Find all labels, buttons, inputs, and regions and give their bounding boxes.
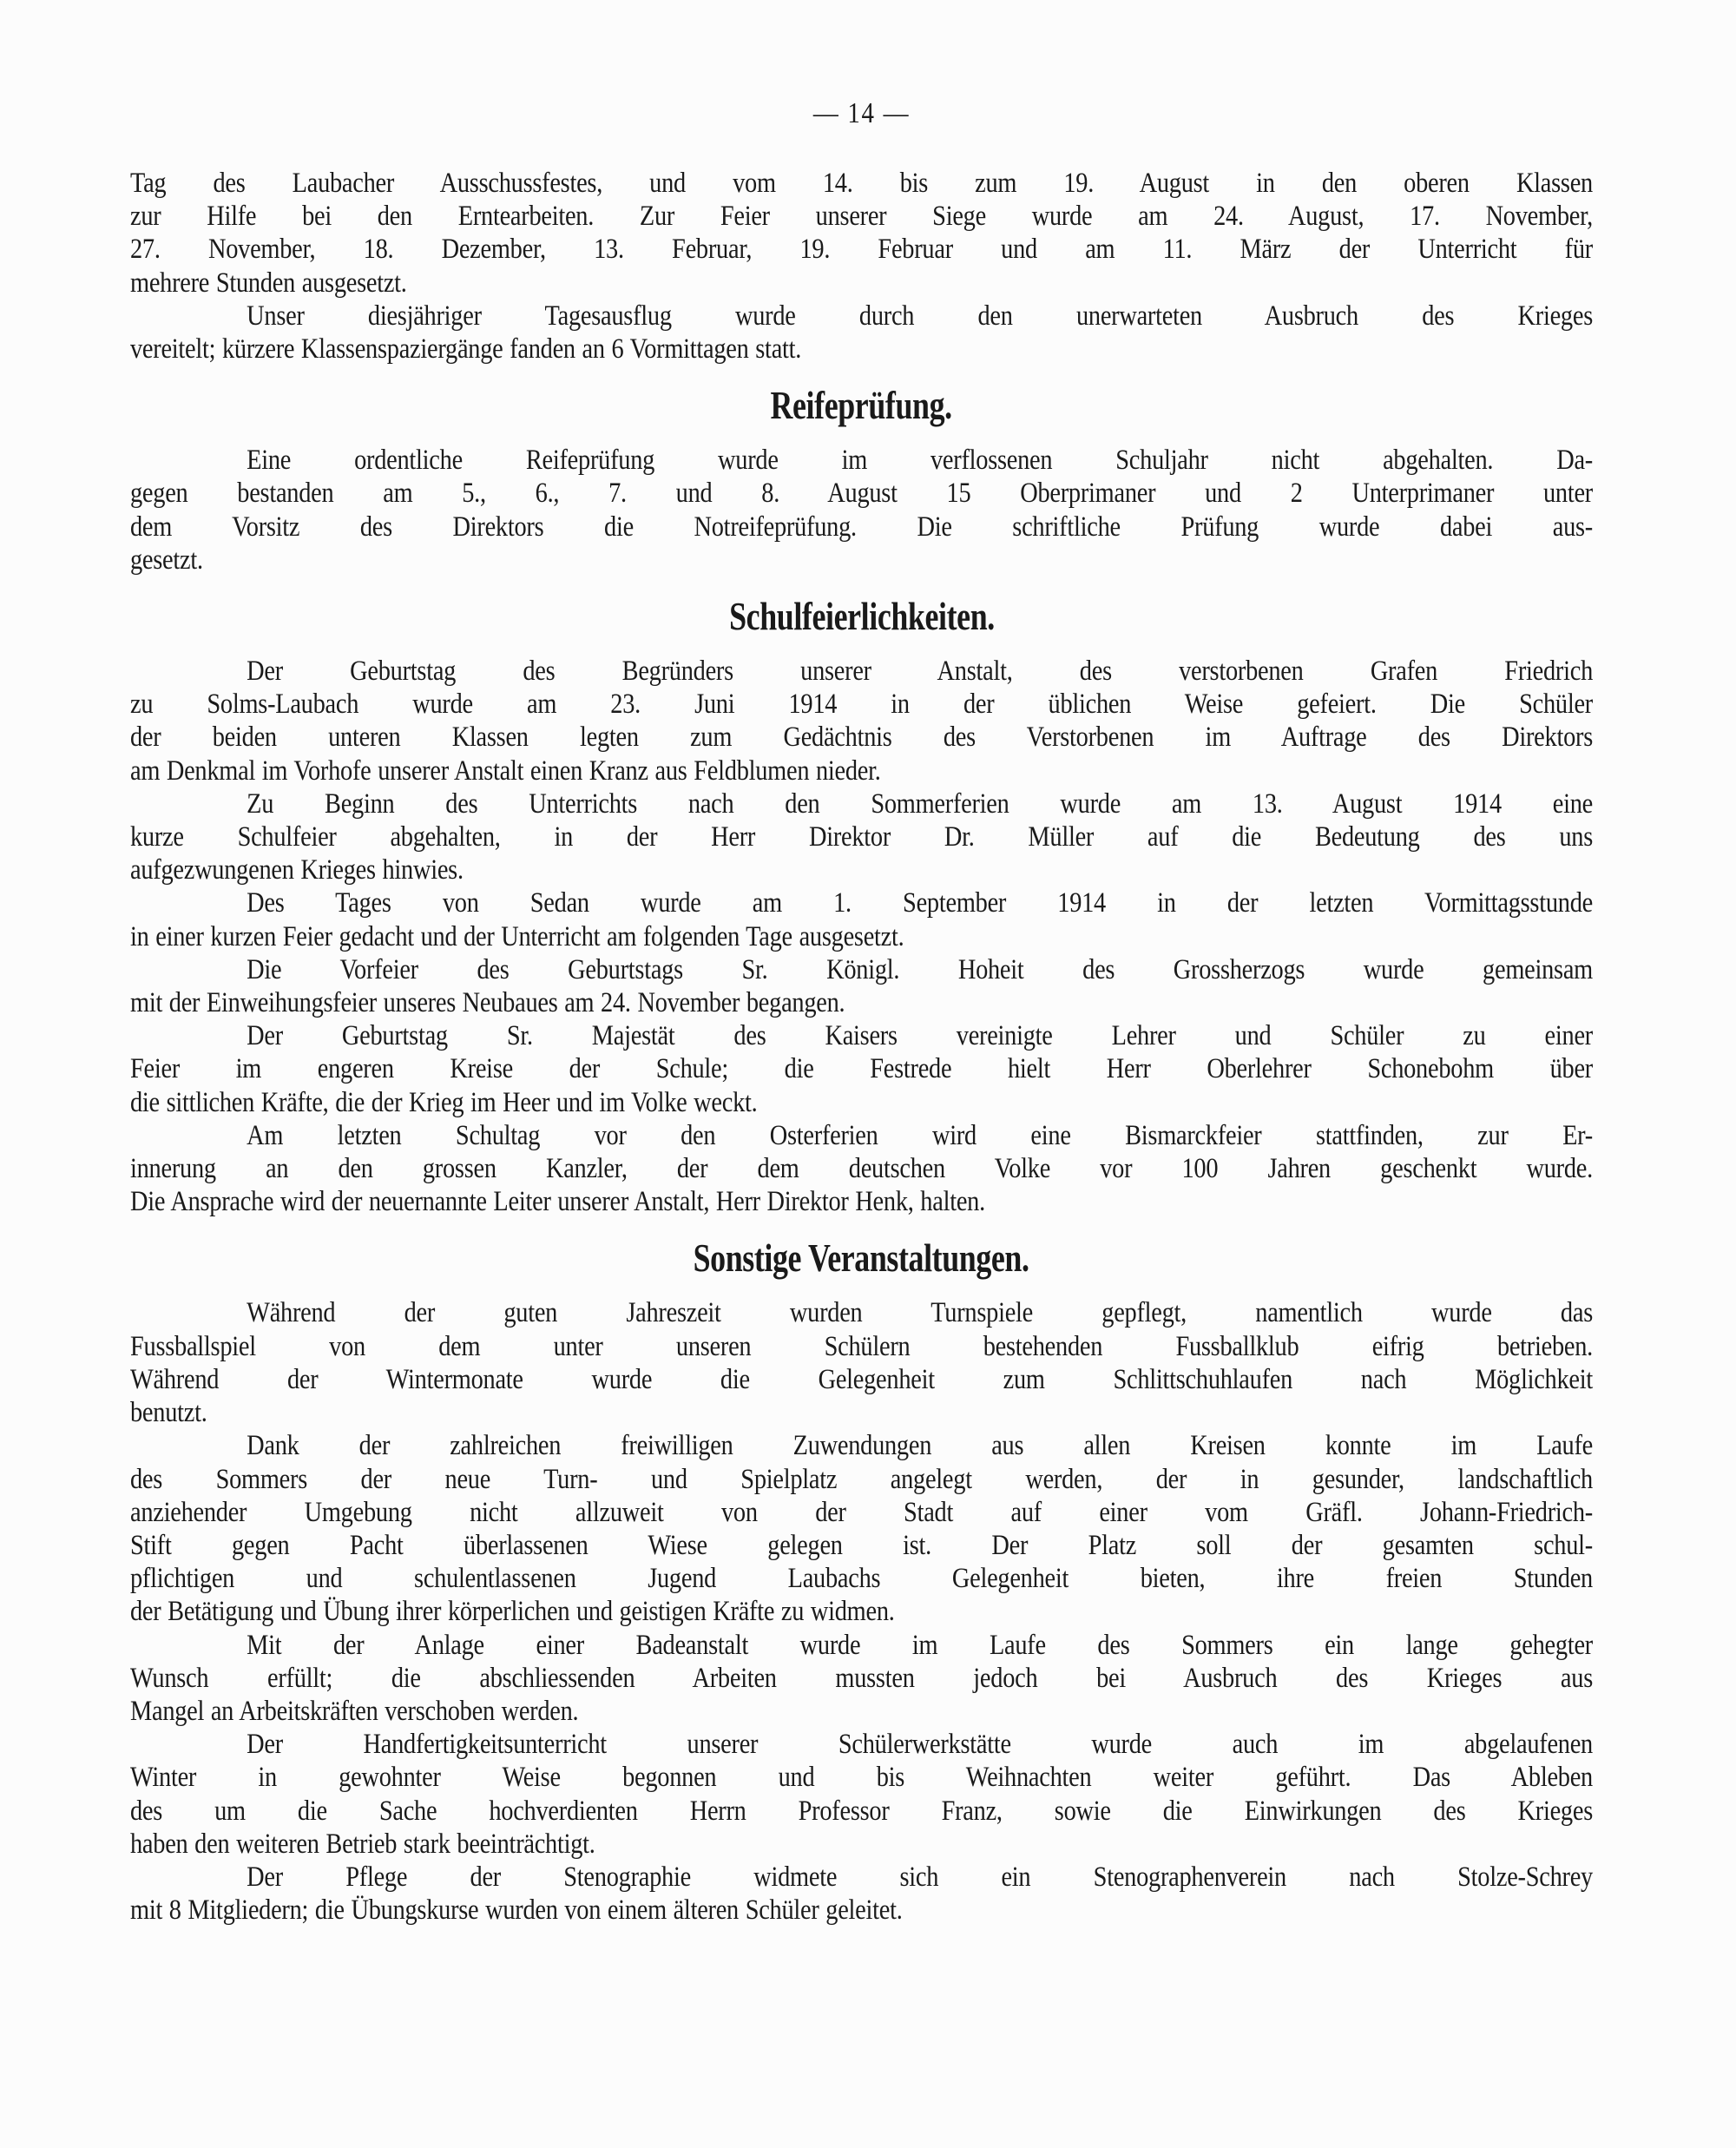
text-line: kurze Schulfeier abgehalten, in der Herr Direktor Dr. Müller auf die Bedeutung des uns xyxy=(130,821,1593,853)
text-line: Der Pflege der Stenographie widmete sich ein Stenographenverein nach Stolze-Schrey xyxy=(247,1861,1593,1893)
text-line: Während der guten Jahreszeit wurden Turnspiele gepflegt, namentlich wurde das xyxy=(247,1297,1593,1329)
paragraph xyxy=(130,1861,1593,1927)
text-line: anziehender Umgebung nicht allzuweit von der Stadt auf einer vom Gräfl. Johann-Friedrich- xyxy=(130,1496,1593,1528)
text-line: Winter in gewohnter Weise begonnen und bis Weihnachten weiter geführt. Das Ableben xyxy=(130,1762,1593,1794)
heading-schulfeierlichkeiten xyxy=(130,592,1593,641)
text-line: zur Hilfe bei den Erntearbeiten. Zur Feier unserer Siege wurde am 24. August, 17. November, xyxy=(130,201,1593,233)
text-line: dem Vorsitz des Direktors die Notreifeprüfung. Die schriftliche Prüfung wurde dabei aus- xyxy=(130,511,1593,543)
paragraph xyxy=(130,1119,1593,1219)
text-line: mit der Einweihungsfeier unseres Neubaues am 24. November begangen. xyxy=(130,987,845,1019)
text-line: Am letzten Schultag vor den Osterferien wird eine Bismarckfeier stattfinden, zur Er- xyxy=(247,1119,1593,1151)
text-line: Feier im engeren Kreise der Schule; die Festrede hielt Herr Oberlehrer Schonebohm über xyxy=(130,1053,1593,1085)
text-line: Der Geburtstag Sr. Majestät des Kaisers vereinigte Lehrer und Schüler zu einer xyxy=(247,1020,1593,1052)
text-line: des Sommers der neue Turn- und Spielplatz angelegt werden, der in gesunder, landschaftlich xyxy=(130,1463,1593,1495)
section-heading-text: Sonstige Veranstaltungen. xyxy=(693,1235,1030,1281)
text-line: mit 8 Mitgliedern; die Übungskurse wurden von einem älteren Schüler geleitet. xyxy=(130,1894,903,1927)
text-line: zu Solms-Laubach wurde am 23. Juni 1914 in der üblichen Weise gefeiert. Die Schüler xyxy=(130,689,1593,721)
page-content xyxy=(130,167,1593,1927)
text-line: gegen bestanden am 5., 6., 7. und 8. August 15 Oberprimaner und 2 Unterprimaner unter xyxy=(130,478,1593,510)
paragraph xyxy=(130,300,1593,366)
text-line: in einer kurzen Feier gedacht und der Unterricht am folgenden Tage ausgesetzt. xyxy=(130,920,904,952)
text-line: innerung an den grossen Kanzler, der dem deutschen Volke vor 100 Jahren geschenkt wurde. xyxy=(130,1153,1593,1185)
text-line: Stift gegen Pacht überlassenen Wiese gelegen ist. Der Platz soll der gesamten schul- xyxy=(130,1529,1593,1561)
text-line: vereitelt; kürzere Klassenspaziergänge fanden an 6 Vormittagen statt. xyxy=(130,333,802,366)
paragraph xyxy=(130,444,1593,577)
text-line: Zu Beginn des Unterrichts nach den Sommerferien wurde am 13. August 1914 eine xyxy=(247,787,1593,820)
paragraph xyxy=(130,1429,1593,1628)
paragraph xyxy=(130,1629,1593,1729)
text-line: des um die Sache hochverdienten Herrn Professor Franz, sowie die Einwirkungen des Krieges xyxy=(130,1795,1593,1827)
text-line: Die Vorfeier des Geburtstags Sr. Königl. Hoheit des Grossherzogs wurde gemeinsam xyxy=(247,953,1593,985)
document-page xyxy=(130,87,1593,1927)
text-line: mehrere Stunden ausgesetzt. xyxy=(130,267,407,299)
text-line: Wunsch erfüllt; die abschliessenden Arbeiten mussten jedoch bei Ausbruch des Krieges aus xyxy=(130,1662,1593,1694)
text-line: Eine ordentliche Reifeprüfung wurde im verflossenen Schuljahr nicht abgehalten. Da- xyxy=(247,445,1593,477)
text-line: Mit der Anlage einer Badeanstalt wurde im Laufe des Sommers ein lange gehegter xyxy=(247,1629,1593,1661)
heading-reifepruefung xyxy=(130,381,1593,430)
paragraph xyxy=(130,1296,1593,1429)
text-line: Die Ansprache wird der neuernannte Leiter unserer Anstalt, Herr Direktor Henk, halten. xyxy=(130,1186,985,1218)
paragraph xyxy=(130,167,1593,300)
paragraph xyxy=(130,1019,1593,1119)
text-line: der Betätigung und Übung ihrer körperlichen und geistigen Kräfte zu widmen. xyxy=(130,1596,895,1628)
text-line: haben den weiteren Betrieb stark beeinträchtigt. xyxy=(130,1828,595,1860)
page-number: — 14 — xyxy=(812,97,911,129)
paragraph xyxy=(130,953,1593,1019)
text-line: Mangel an Arbeitskräften verschoben werden. xyxy=(130,1695,579,1727)
section-heading-text: Schulfeierlichkeiten. xyxy=(728,594,995,639)
text-line: der beiden unteren Klassen legten zum Gedächtnis des Verstorbenen im Auftrage des Direktors xyxy=(130,721,1593,754)
section-heading-text: Reifeprüfung. xyxy=(770,383,953,428)
text-line: Dank der zahlreichen freiwilligen Zuwendungen aus allen Kreisen konnte im Laufe xyxy=(247,1430,1593,1462)
paragraph xyxy=(130,787,1593,887)
text-line: benutzt. xyxy=(130,1397,207,1429)
text-line: pflichtigen und schulentlassenen Jugend Laubachs Gelegenheit bieten, ihre freien Stunden xyxy=(130,1563,1593,1595)
paragraph xyxy=(130,886,1593,952)
paragraph xyxy=(130,655,1593,787)
text-line: aufgezwungenen Krieges hinwies. xyxy=(130,854,464,886)
text-line: Der Handfertigkeitsunterricht unserer Schülerwerkstätte wurde auch im abgelaufenen xyxy=(247,1729,1593,1761)
text-line: Des Tages von Sedan wurde am 1. September 1914 in der letzten Vormittagsstunde xyxy=(247,887,1593,919)
text-line: gesetzt. xyxy=(130,544,203,576)
text-line: Tag des Laubacher Ausschussfestes, und vom 14. bis zum 19. August in den oberen Klassen xyxy=(130,168,1593,199)
text-line: Fussballspiel von dem unter unseren Schülern bestehenden Fussballklub eifrig betrieben. xyxy=(130,1330,1593,1362)
text-line: am Denkmal im Vorhofe unserer Anstalt einen Kranz aus Feldblumen nieder. xyxy=(130,754,881,787)
paragraph xyxy=(130,1728,1593,1861)
text-line: Der Geburtstag des Begründers unserer Anstalt, des verstorbenen Grafen Friedrich xyxy=(247,656,1593,688)
heading-sonstige-veranstaltungen xyxy=(130,1234,1593,1282)
text-line: Während der Wintermonate wurde die Gelegenheit zum Schlittschuhlaufen nach Möglichkeit xyxy=(130,1363,1593,1395)
text-line: die sittlichen Kräfte, die der Krieg im Heer und im Volke weckt. xyxy=(130,1086,758,1118)
text-line: Unser diesjähriger Tagesausflug wurde durch den unerwarteten Ausbruch des Krieges xyxy=(247,300,1593,332)
text-line: 27. November, 18. Dezember, 13. Februar, 19. Februar und am 11. März der Unterricht für xyxy=(130,234,1593,266)
